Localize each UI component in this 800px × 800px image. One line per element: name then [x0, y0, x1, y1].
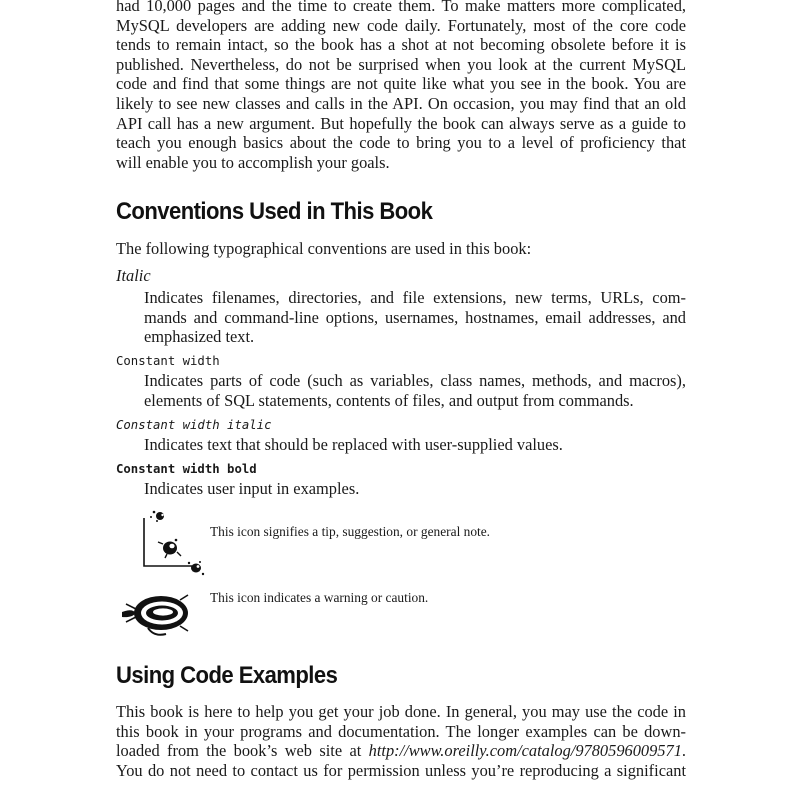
text-line: Indicates parts of code (such as variables, class names, methods, and macros), — [144, 371, 686, 390]
convention-description-constant-width-italic — [144, 435, 686, 455]
warning-icon — [120, 590, 194, 638]
text-line: Indicates text that should be replaced with user-supplied values. — [144, 435, 563, 454]
conventions-intro: The following typographical conventions are used in this book: — [116, 239, 532, 258]
text-segment: loaded from the book’s web site at — [116, 741, 369, 761]
convention-term-constant-width: Constant width — [116, 354, 220, 368]
convention-description-constant-width-bold — [144, 479, 686, 499]
section-heading-code-examples: Using Code Examples — [116, 662, 338, 689]
convention-term-italic: Italic — [116, 266, 151, 285]
text-line — [116, 741, 686, 761]
text-line: teach you enough basics about the code to bring you to a level of proficiency that — [116, 133, 686, 153]
text-line: You do not need to contact us for permission unless you’re reproducing a significant — [116, 760, 686, 780]
text-line: likely to see new classes and calls in the API. On occasion, you may find that an old — [116, 93, 686, 113]
tip-icon — [130, 508, 210, 580]
catalog-url-link[interactable]: http://www.oreilly.com/catalog/9780596009571 — [368, 741, 682, 761]
text-line: tends to remain intact, so the book has a shot at not becoming obsolete before it is — [116, 35, 686, 55]
text-line: had 10,000 pages and the time to create them. To make matters more complicated, — [116, 0, 686, 15]
text-line: API call has a new argument. But hopefully the book can always serve as a guide to — [116, 113, 686, 133]
warning-note-text: This icon indicates a warning or caution. — [210, 590, 429, 605]
text-line: MySQL developers are adding new code daily. Fortunately, most of the core code — [116, 15, 686, 35]
section-heading-conventions: Conventions Used in This Book — [116, 198, 433, 225]
code-examples-paragraph — [116, 702, 686, 780]
convention-term-constant-width-italic: Constant width italic — [116, 418, 272, 432]
text-line: mands and command-line options, usernames, hostnames, email addresses, and — [144, 307, 686, 327]
convention-description-italic — [144, 288, 686, 347]
convention-term-constant-width-bold: Constant width bold — [116, 462, 257, 476]
text-line: Indicates filenames, directories, and file extensions, new terms, URLs, com- — [144, 288, 686, 307]
text-line: Indicates user input in examples. — [144, 479, 360, 498]
text-line: elements of SQL statements, contents of files, and output from commands. — [144, 390, 634, 410]
convention-description-constant-width — [144, 371, 686, 410]
text-segment: . — [681, 741, 686, 761]
text-line: will enable you to accomplish your goals. — [116, 152, 390, 172]
tip-note-text: This icon signifies a tip, suggestion, or general note. — [210, 524, 491, 539]
intro-paragraph — [116, 0, 686, 172]
text-line: emphasized text. — [144, 327, 255, 347]
text-line: code and find that some things are not quite like what you see in the book. You are — [116, 74, 686, 94]
text-line: This book is here to help you get your job done. In general, you may use the code in — [116, 702, 686, 721]
text-line: published. Nevertheless, do not be surprised when you look at the current MySQL — [116, 54, 686, 74]
text-line: this book in your programs and documentation. The longer examples can be down- — [116, 721, 686, 741]
